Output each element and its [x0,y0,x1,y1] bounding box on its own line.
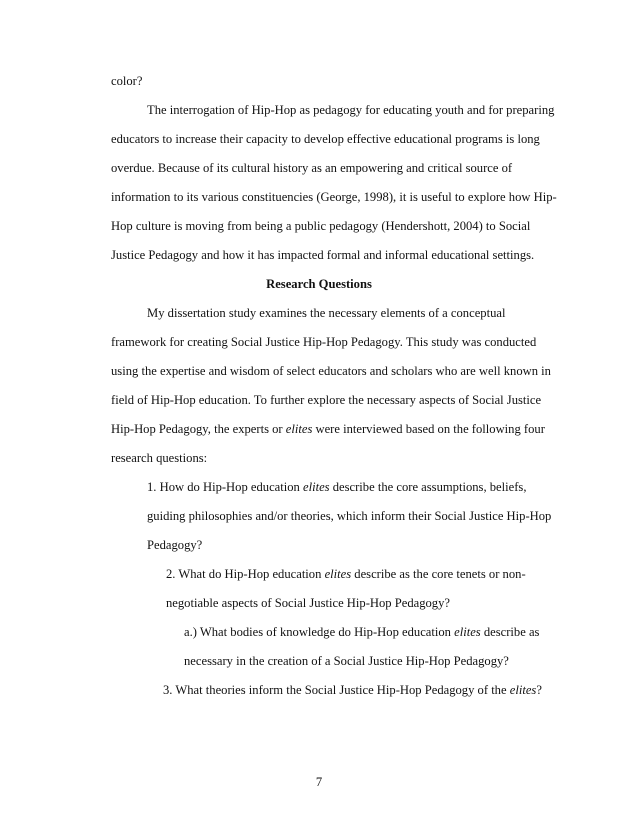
paragraph1-line-5: Hop culture is moving from being a public pedagogy (Hendershott, 2004) to Social [111,219,531,233]
question-2-pre: 2. What do Hip-Hop education [166,567,325,581]
question-1-line-2: guiding philosophies and/or theories, which inform their Social Justice Hip-Hop [147,509,552,523]
question-1-pre: 1. How do Hip-Hop education [147,480,303,494]
question-1-post: describe the core assumptions, beliefs, [329,480,527,494]
paragraph2-line-5-post: were interviewed based on the following four [312,422,545,436]
emphasis-elites: elites [303,480,330,494]
section-heading: Research Questions [266,277,372,291]
paragraph2-line-3: using the expertise and wisdom of select educators and scholars who are well known in [111,364,551,378]
emphasis-elites: elites [509,683,537,697]
question-2a-pre: a.) What bodies of knowledge do Hip-Hop education [184,625,455,639]
question-2a-line-1 [184,624,539,640]
intro-line: color? [111,74,143,88]
paragraph1-line-4: information to its various constituencies (George, 1998), it is useful to explore how Hip- [111,190,557,204]
question-1-line-3: Pedagogy? [147,538,203,552]
question-2-line-1 [166,566,526,582]
page-number: 7 [315,775,323,789]
question-2a-post: describe as [480,625,540,639]
question-3-line-1 [163,682,542,698]
paragraph1-line-6: Justice Pedagogy and how it has impacted formal and informal educational settings. [111,248,535,262]
emphasis-elites: elites [454,625,481,639]
emphasis-elites: elites [324,567,352,581]
question-2-line-2: negotiable aspects of Social Justice Hip-Hop Pedagogy? [166,596,450,610]
paragraph2-line-1: My dissertation study examines the necessary elements of a conceptual [147,306,506,320]
emphasis-elites: elites [285,422,313,436]
paragraph2-line-2: framework for creating Social Justice Hip-Hop Pedagogy. This study was conducted [111,335,537,349]
paragraph1-line-2: educators to increase their capacity to develop effective educational programs is long [111,132,540,146]
paragraph2-line-6: research questions: [111,451,208,465]
paragraph2-line-5-pre: Hip-Hop Pedagogy, the experts or [111,422,286,436]
question-3-pre: 3. What theories inform the Social Justice Hip-Hop Pedagogy of the [163,683,510,697]
paragraph2-line-4: field of Hip-Hop education. To further explore the necessary aspects of Social Justice [111,393,542,407]
paragraph2-line-5 [111,421,545,437]
question-3-post: ? [536,683,542,697]
question-2-post: describe as the core tenets or non- [351,567,526,581]
question-2a-line-2: necessary in the creation of a Social Justice Hip-Hop Pedagogy? [184,654,509,668]
paragraph1-line-1: The interrogation of Hip-Hop as pedagogy for educating youth and for preparing [147,103,555,117]
question-1-line-1 [147,479,526,495]
paragraph1-line-3: overdue. Because of its cultural history as an empowering and critical source of [111,161,513,175]
